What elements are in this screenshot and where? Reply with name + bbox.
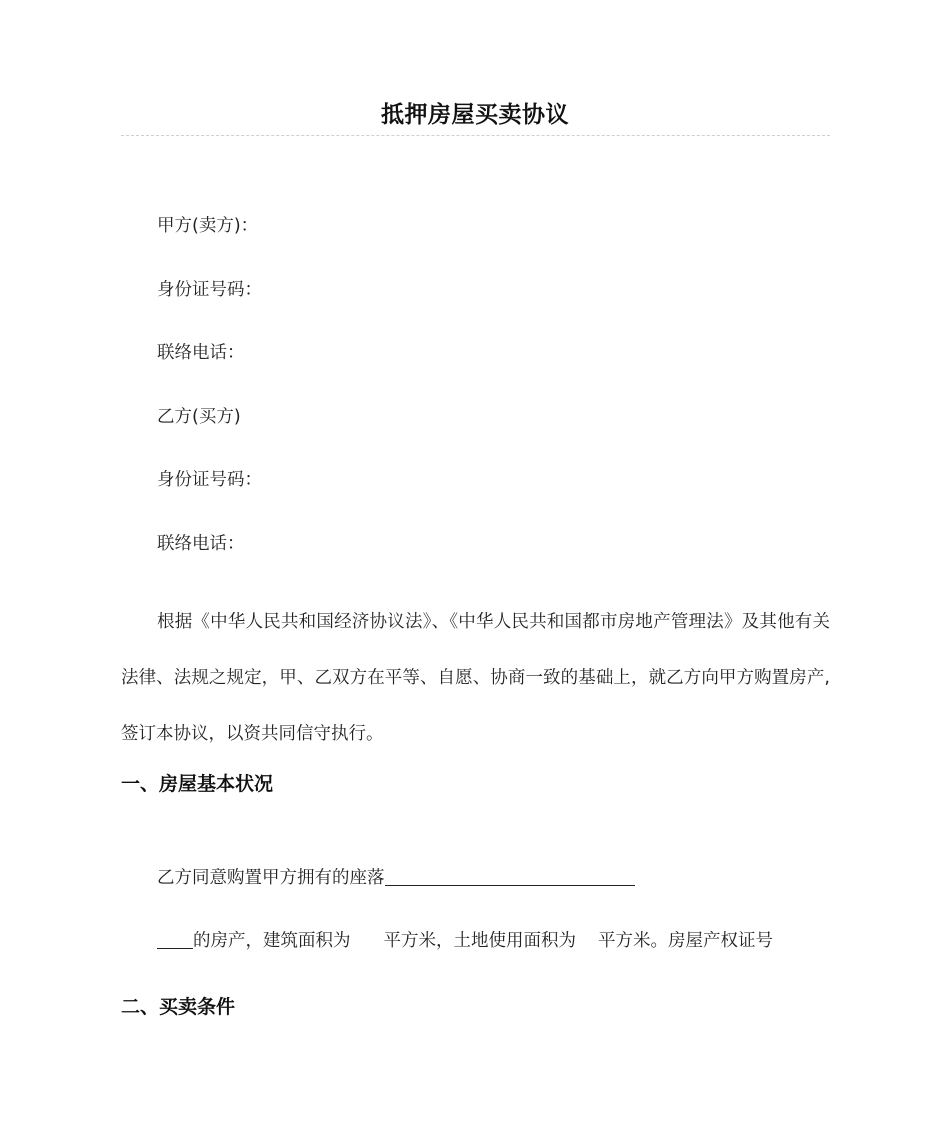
building-area-text: 的房产，建筑面积为 (193, 931, 351, 951)
party-a-id-label: 身份证号码： (157, 280, 262, 300)
title-divider (121, 135, 830, 136)
property-area-line (157, 929, 773, 953)
land-area-text: 平方米，土地使用面积为 (383, 931, 576, 951)
cert-number-text: 平方米。房屋产权证号 (598, 931, 773, 951)
party-b-id-label: 身份证号码： (157, 470, 262, 490)
property-blank (157, 930, 193, 949)
document-title: 抵押房屋买卖协议 (381, 102, 569, 128)
party-a-label: 甲方(卖方)： (157, 216, 259, 236)
party-b-phone-label: 联络电话： (157, 534, 245, 554)
preamble-paragraph: 根据《中华人民共和国经济协议法》、《中华人民共和国都市房地产管理法》及其他有关法律、法规之规定，甲、乙双方在平等、自愿、协商一致的基础上，就乙方向甲方购置房产,签订本协议，以资共同信守执行。 (121, 612, 830, 744)
location-blank (385, 867, 635, 886)
section-1-heading: 一、房屋基本状况 (121, 773, 274, 795)
property-location-text: 乙方同意购置甲方拥有的座落 (157, 868, 385, 888)
section-2-heading: 二、买卖条件 (121, 996, 236, 1018)
party-a-phone-label: 联络电话： (157, 343, 245, 363)
property-location-line (157, 866, 635, 890)
party-b-label: 乙方(买方) (157, 407, 241, 427)
